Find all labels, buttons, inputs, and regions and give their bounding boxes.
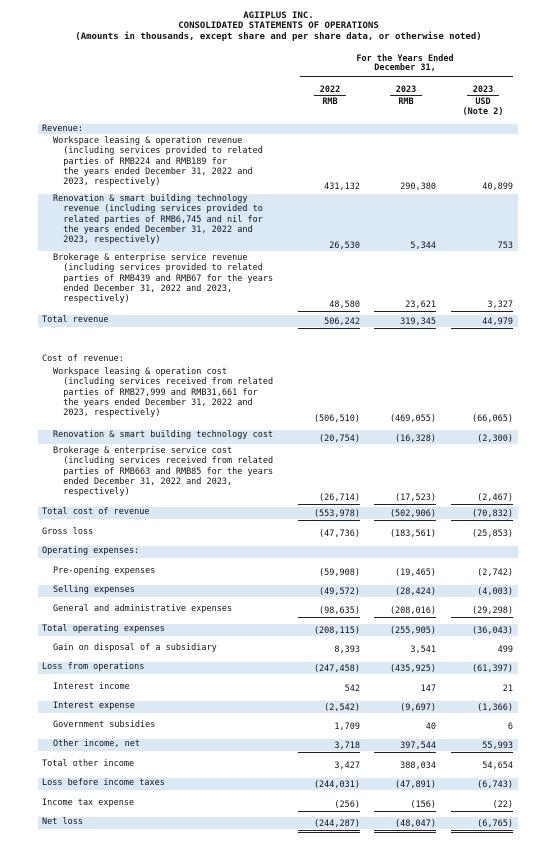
total-rule	[298, 520, 360, 521]
row-value: 48,580	[329, 300, 360, 310]
column-header-2023-usd	[448, 85, 518, 117]
row-value: (208,115)	[313, 626, 360, 636]
row-value: 753	[497, 241, 513, 251]
row-value: (255,905)	[389, 626, 436, 636]
row-value: (156)	[410, 800, 436, 810]
row-value: (61,397)	[472, 664, 513, 674]
row-label: Income tax expense	[42, 798, 135, 808]
total-rule	[298, 311, 360, 312]
row-value: 3,327	[487, 300, 513, 310]
row-value: (247,458)	[313, 664, 360, 674]
table-row	[38, 662, 518, 674]
total-rule	[451, 752, 513, 753]
row-label: Revenue:	[42, 124, 83, 134]
row-value: (435,925)	[389, 664, 436, 674]
total-rule	[451, 830, 513, 831]
row-value: 26,530	[329, 241, 360, 251]
table-row	[38, 720, 518, 732]
table-row	[38, 507, 518, 519]
column-year: 2023	[395, 85, 417, 95]
total-rule	[298, 830, 360, 831]
row-label: Workspace leasing & operation revenue (including services provided to related parties of RMB224 and RMB189 for the years ended December 31, 2022 and 2023, respectively)	[53, 136, 263, 188]
column-year: 2022	[319, 85, 341, 95]
table-row	[38, 604, 518, 616]
table-row	[38, 446, 518, 503]
total-rule	[298, 617, 360, 618]
period-header-line2: December 31,	[374, 63, 436, 73]
row-value: (98,635)	[319, 606, 360, 616]
row-value: (502,906)	[389, 509, 436, 519]
company-name: AGIIPLUS INC.	[243, 11, 314, 21]
row-value: 44,979	[482, 317, 513, 327]
row-label: Government subsidies	[53, 720, 156, 730]
row-value: 319,345	[400, 317, 436, 327]
row-value: (20,754)	[319, 434, 360, 444]
row-value: 6	[507, 722, 513, 732]
table-row	[38, 817, 518, 829]
row-value: (2,467)	[477, 493, 513, 503]
table-row	[38, 253, 518, 310]
row-value: 21	[502, 684, 513, 694]
table-row	[38, 701, 518, 713]
row-value: 542	[344, 684, 360, 694]
row-value: (47,736)	[319, 529, 360, 539]
row-value: (29,298)	[472, 606, 513, 616]
table-row	[38, 546, 518, 558]
period-header-rule	[300, 76, 513, 77]
row-value: 3,718	[334, 741, 360, 751]
row-value: (49,572)	[319, 587, 360, 597]
table-row	[38, 315, 518, 327]
table-row	[38, 354, 518, 364]
row-value: (36,043)	[472, 626, 513, 636]
total-rule	[298, 504, 360, 505]
total-rule	[374, 311, 436, 312]
row-value: 40	[425, 722, 436, 732]
table-row	[38, 585, 518, 597]
row-value: 3,541	[410, 645, 436, 655]
column-note: (Note 2)	[462, 107, 504, 117]
row-value: (506,510)	[313, 414, 360, 424]
total-rule	[374, 832, 436, 833]
table-row	[38, 566, 518, 578]
total-rule	[298, 811, 360, 812]
column-header-2022-rmb	[295, 85, 365, 107]
total-rule	[374, 617, 436, 618]
total-rule	[451, 617, 513, 618]
row-label: Selling expenses	[53, 585, 135, 595]
row-label: Gain on disposal of a subsidiary	[53, 643, 217, 653]
table-row	[38, 643, 518, 655]
row-value: (47,891)	[395, 780, 436, 790]
column-currency: RMB	[390, 95, 421, 107]
row-value: (2,742)	[477, 568, 513, 578]
row-value: (26,714)	[319, 493, 360, 503]
row-value: 506,242	[324, 317, 360, 327]
row-label: Loss from operations	[42, 662, 145, 672]
row-value: (183,561)	[389, 529, 436, 539]
row-value: 499	[497, 645, 513, 655]
table-row	[38, 430, 518, 444]
period-header-line1: For the Years Ended	[356, 54, 454, 64]
column-currency: USD	[467, 95, 498, 107]
row-label: Renovation & smart building technology revenue (including services provided to related parties of RMB6,745 and nil for the years ended December 31, 2022 and 2023, respectively)	[53, 194, 263, 246]
row-value: (256)	[334, 800, 360, 810]
column-header-2023-rmb	[371, 85, 441, 107]
row-value: 8,393	[334, 645, 360, 655]
row-label: Loss before income taxes	[42, 778, 165, 788]
total-rule	[451, 311, 513, 312]
total-rule	[374, 504, 436, 505]
row-label: Other income, net	[53, 739, 140, 749]
table-row	[38, 798, 518, 810]
row-value: (28,424)	[395, 587, 436, 597]
row-value: (22)	[492, 800, 513, 810]
total-rule	[374, 328, 436, 329]
row-value: (25,853)	[472, 529, 513, 539]
row-value: (208,016)	[389, 606, 436, 616]
row-value: 40,899	[482, 182, 513, 192]
table-row	[38, 759, 518, 771]
row-value: 290,380	[400, 182, 436, 192]
row-value: (6,765)	[477, 819, 513, 829]
row-value: (6,743)	[477, 780, 513, 790]
row-value: (244,031)	[313, 780, 360, 790]
column-year: 2023	[472, 85, 494, 95]
row-value: (244,287)	[313, 819, 360, 829]
row-label: Net loss	[42, 817, 83, 827]
row-label: Total other income	[42, 759, 135, 769]
row-label: Brokerage & enterprise service cost (including services received from related parties of RMB663 and RMB85 for the years ended December 31, 2022 and 2023, respectively)	[53, 446, 274, 498]
row-value: (16,328)	[395, 434, 436, 444]
table-row	[38, 136, 518, 192]
row-label: Interest expense	[53, 701, 135, 711]
row-value: 397,544	[400, 741, 436, 751]
row-value: (469,055)	[389, 414, 436, 424]
row-value: (19,465)	[395, 568, 436, 578]
row-value: 431,132	[324, 182, 360, 192]
table-row	[38, 367, 518, 424]
row-label: General and administrative expenses	[53, 604, 233, 614]
row-value: 147	[420, 684, 436, 694]
row-value: (2,300)	[477, 434, 513, 444]
row-value: 3,427	[334, 761, 360, 771]
total-rule	[298, 328, 360, 329]
row-value: (48,047)	[395, 819, 436, 829]
row-value: (553,978)	[313, 509, 360, 519]
row-label: Total cost of revenue	[42, 507, 150, 517]
total-rule	[451, 811, 513, 812]
row-label: Workspace leasing & operation cost (including services received from related parties of RMB27,999 and RMB31,661 for the years ended December 31, 2022 and 2023, respectively)	[53, 367, 274, 419]
row-value: 23,621	[405, 300, 436, 310]
row-label: Renovation & smart building technology cost	[53, 430, 274, 440]
row-value: (1,366)	[477, 703, 513, 713]
row-value: 5,344	[410, 241, 436, 251]
total-rule	[374, 520, 436, 521]
total-rule	[298, 752, 360, 753]
total-rule	[374, 811, 436, 812]
row-value: (17,523)	[395, 493, 436, 503]
row-label: Pre-opening expenses	[53, 566, 156, 576]
row-value: 54,654	[482, 761, 513, 771]
row-label: Brokerage & enterprise service revenue (including services provided to related parties of RMB439 and RMB67 for the years ended December 31, 2022 and 2023, respectively)	[53, 253, 274, 305]
row-label: Total revenue	[42, 315, 109, 325]
column-currency: RMB	[314, 95, 345, 107]
total-rule	[451, 832, 513, 833]
row-label: Gross loss	[42, 527, 94, 537]
row-value: (2,542)	[324, 703, 360, 713]
table-row	[38, 739, 518, 751]
row-value: (4,003)	[477, 587, 513, 597]
table-row	[38, 624, 518, 636]
total-rule	[451, 520, 513, 521]
statement-subtitle: (Amounts in thousands, except share and per share data, or otherwise noted)	[75, 32, 482, 42]
table-row	[38, 778, 518, 790]
row-value: (9,697)	[400, 703, 436, 713]
row-value: 1,709	[334, 722, 360, 732]
statement-title: CONSOLIDATED STATEMENTS OF OPERATIONS	[178, 21, 379, 31]
table-row	[38, 682, 518, 694]
total-rule	[298, 832, 360, 833]
total-rule	[451, 328, 513, 329]
table-row	[38, 527, 518, 539]
row-label: Operating expenses:	[42, 546, 140, 556]
row-value: 55,993	[482, 741, 513, 751]
row-value: (66,065)	[472, 414, 513, 424]
row-label: Cost of revenue:	[42, 354, 124, 364]
total-rule	[451, 504, 513, 505]
row-value: (70,832)	[472, 509, 513, 519]
table-row	[38, 194, 518, 251]
total-rule	[374, 830, 436, 831]
row-label: Total operating expenses	[42, 624, 165, 634]
total-rule	[374, 752, 436, 753]
table-row	[38, 124, 518, 134]
row-label: Interest income	[53, 682, 130, 692]
row-value: (59,908)	[319, 568, 360, 578]
row-value: 388,034	[400, 761, 436, 771]
